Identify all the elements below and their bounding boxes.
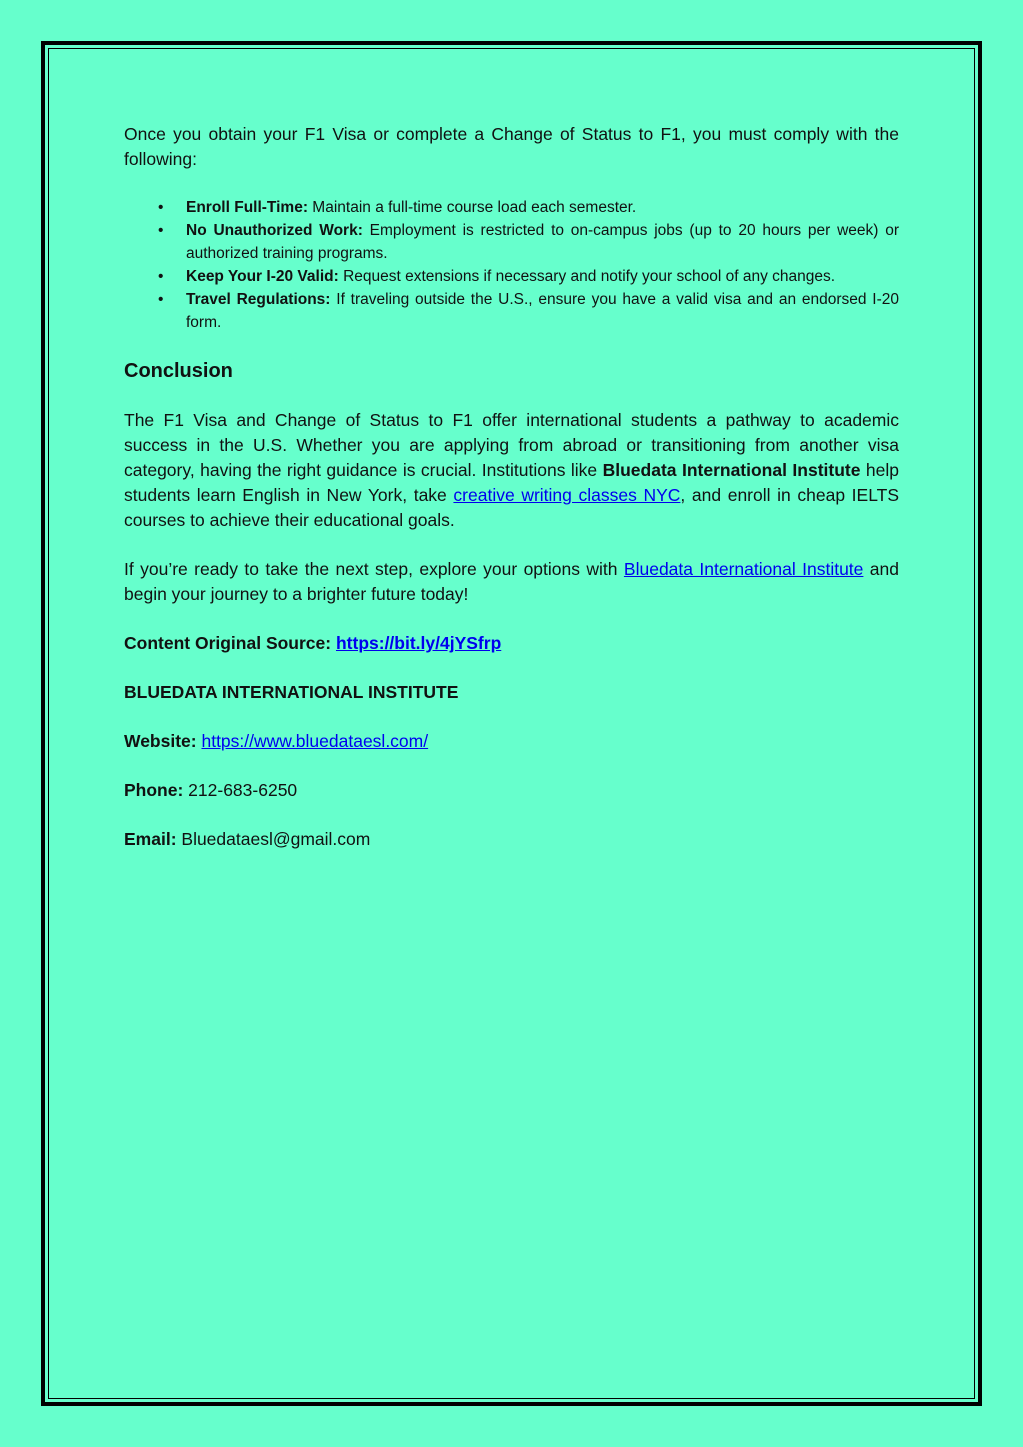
call-to-action-paragraph: [124, 557, 899, 607]
website-link[interactable]: https://www.bluedataesl.com/: [201, 731, 429, 751]
list-item: [158, 219, 899, 265]
conclusion-text: The F1 Visa and Change of Status to F1 offer international students a pathway to academic success in the U.S. Whether you are applying from abroad or transitioning from another visa category, having the right guidance is crucial. Institutions like: [124, 410, 899, 480]
requirement-title: Keep Your I-20 Valid:: [186, 268, 339, 285]
phone-value: 212-683-6250: [188, 780, 298, 800]
website-label: Website:: [124, 731, 202, 751]
source-line: [124, 631, 899, 656]
bullet-icon: •: [158, 291, 164, 308]
requirement-title: Travel Regulations:: [186, 291, 331, 308]
bullet-icon: •: [158, 268, 164, 285]
org-name-text: BLUEDATA INTERNATIONAL INSTITUTE: [124, 682, 459, 702]
source-link[interactable]: https://bit.ly/4jYSfrp: [335, 633, 502, 653]
email-line: [124, 827, 899, 852]
list-item: [158, 288, 899, 334]
requirement-text: Maintain a full-time course load each semester.: [308, 199, 637, 216]
bullet-icon: •: [158, 199, 164, 216]
list-item: [158, 265, 899, 288]
conclusion-text: , and enroll in cheap IELTS courses to achieve their educational goals.: [124, 485, 899, 530]
creative-writing-link[interactable]: creative writing classes NYC: [453, 485, 681, 505]
requirement-title: Enroll Full-Time:: [186, 199, 308, 216]
cta-text: and begin your journey to a brighter future today!: [124, 559, 899, 604]
requirements-list: [124, 196, 899, 334]
email-value: Bluedataesl@gmail.com: [181, 829, 371, 849]
conclusion-heading: Conclusion: [124, 360, 233, 382]
institute-link[interactable]: Bluedata International Institute: [623, 559, 864, 579]
requirement-title: No Unauthorized Work:: [186, 222, 363, 239]
org-name: [124, 680, 899, 705]
list-item: [158, 196, 899, 219]
document-body: [124, 122, 899, 876]
conclusion-text: help students learn English in New York, take: [124, 460, 899, 505]
website-line: [124, 729, 899, 754]
cta-text: If you’re ready to take the next step, explore your options with: [124, 559, 624, 579]
bullet-icon: •: [158, 222, 164, 239]
phone-line: [124, 778, 899, 803]
requirement-text: Employment is restricted to on-campus jobs (up to 20 hours per week) or authorized training programs.: [186, 222, 899, 262]
email-label: Email:: [124, 829, 182, 849]
institute-name-bold: Bluedata International Institute: [602, 460, 861, 480]
requirement-text: If traveling outside the U.S., ensure you have a valid visa and an endorsed I-20 form.: [186, 291, 899, 331]
intro-paragraph: Once you obtain your F1 Visa or complete a Change of Status to F1, you must comply with the following:: [124, 124, 899, 169]
conclusion-paragraph: [124, 408, 899, 533]
requirement-text: Request extensions if necessary and notify your school of any changes.: [338, 268, 836, 285]
source-label: Content Original Source:: [124, 633, 336, 653]
phone-label: Phone:: [124, 780, 189, 800]
